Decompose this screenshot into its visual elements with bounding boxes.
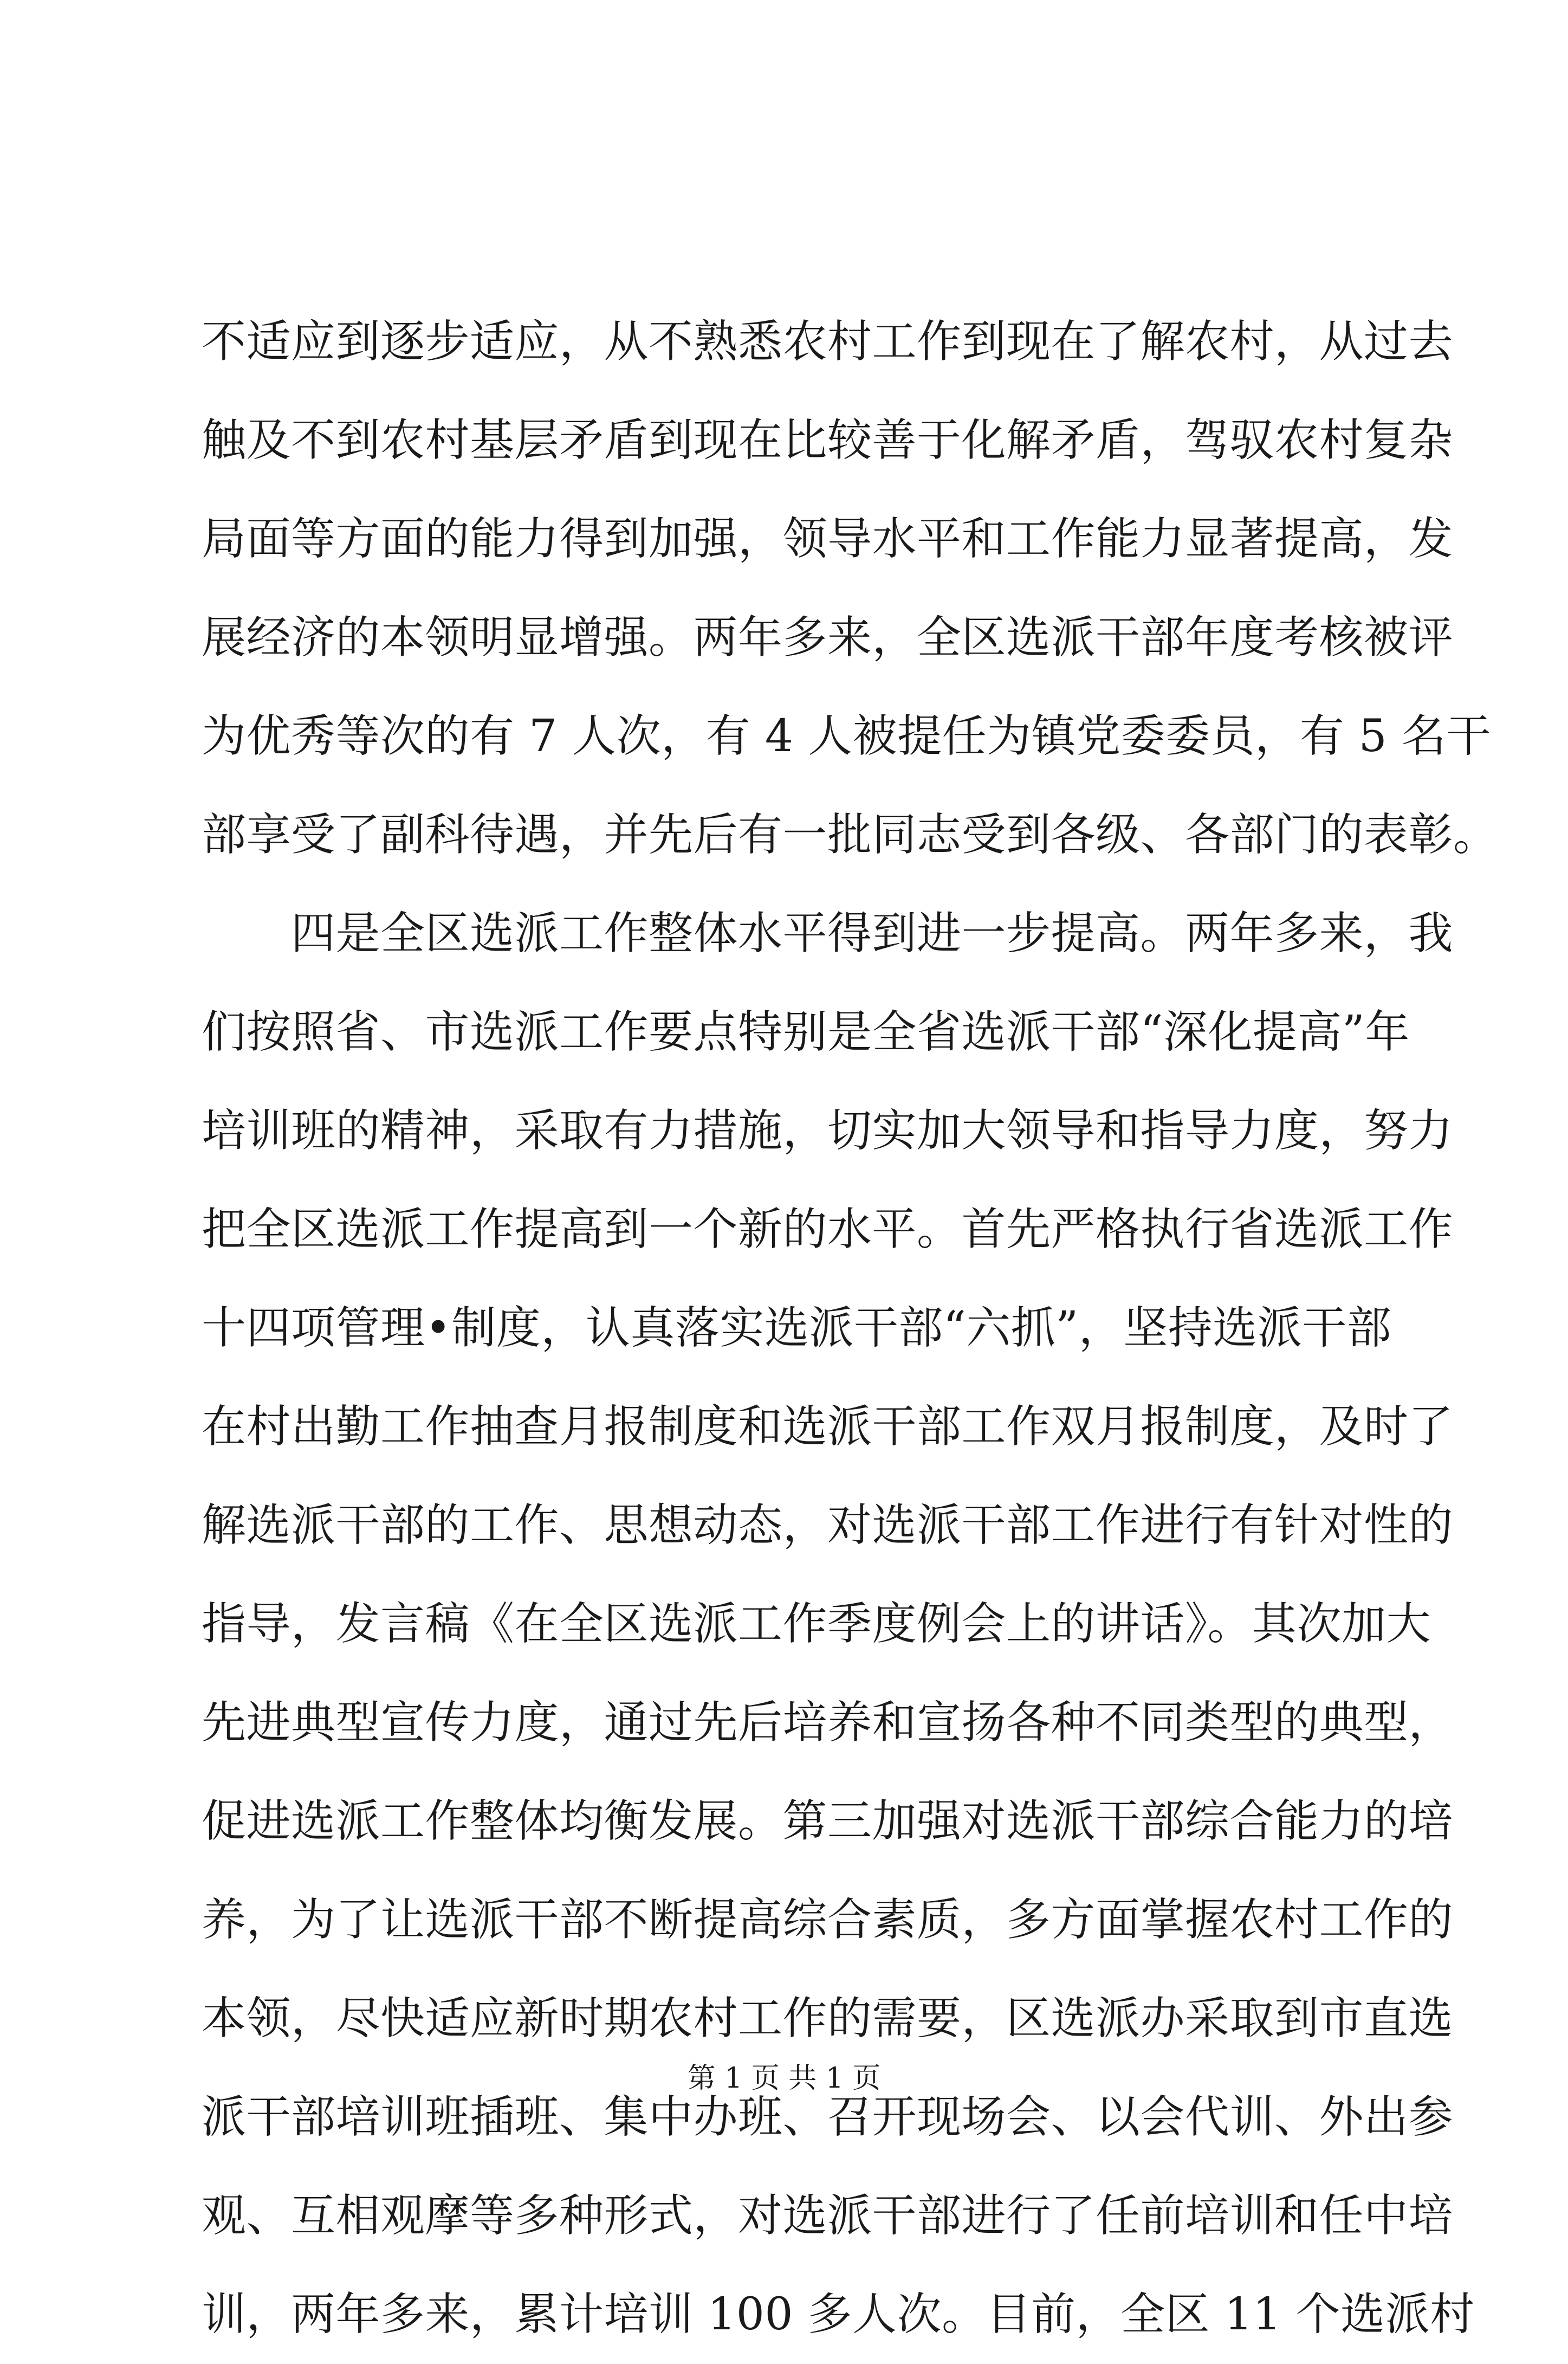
text-line-12: 在村出勤工作抽查月报制度和选派干部工作双月报制度，及时了 — [202, 1401, 1454, 1452]
text-line-13: 解选派干部的工作、思想动态，对选派干部工作进行有针对性的 — [202, 1500, 1454, 1551]
text-line-14: 指导，发言稿《在全区选派工作季度例会上的讲话》。其次加大 — [202, 1598, 1431, 1650]
text-line-20: 观、互相观摩等多种形式，对选派干部进行了任前培训和任中培 — [202, 2190, 1454, 2242]
text-line-6: 部享受了副科待遇，并先后有一批同志受到各级、各部门的表彰。 — [202, 809, 1498, 861]
text-line-9: 培训班的精神，采取有力措施，切实加大领导和指导力度，努力 — [202, 1105, 1454, 1157]
text-line-3: 局面等方面的能力得到加强，领导水平和工作能力显著提高，发 — [202, 513, 1454, 565]
text-line-16: 促进选派工作整体均衡发展。第三加强对选派干部综合能力的培 — [202, 1795, 1454, 1847]
text-line-1: 不适应到逐步适应，从不熟悉农村工作到现在了解农村，从过去 — [202, 316, 1454, 367]
page-footer: 第 1 页 共 1 页 — [687, 2062, 881, 2095]
text-line-8: 们按照省、市选派工作要点特别是全省选派干部“深化提高”年 — [202, 1006, 1410, 1058]
text-line-2: 触及不到农村基层矛盾到现在比较善于化解矛盾，驾驭农村复杂 — [202, 415, 1454, 466]
text-line-21: 训，两年多来，累计培训 100 多人次。目前，全区 11 个选派村 — [202, 2289, 1475, 2340]
text-line-5: 为优秀等次的有 7 人次，有 4 人被提任为镇党委委员，有 5 名干 — [202, 711, 1491, 762]
text-line-17: 养，为了让选派干部不断提高综合素质，多方面掌握农村工作的 — [202, 1894, 1454, 1946]
text-line-7: 四是全区选派工作整体水平得到进一步提高。两年多来，我 — [202, 908, 1454, 959]
text-line-11: 十四项管理•制度，认真落实选派干部“六抓”，坚持选派干部 — [202, 1302, 1392, 1354]
body-text — [202, 293, 1498, 2364]
text-line-10: 把全区选派工作提高到一个新的水平。首先严格执行省选派工作 — [202, 1204, 1454, 1255]
text-line-18: 本领，尽快适应新时期农村工作的需要，区选派办采取到市直选 — [202, 1993, 1454, 2044]
text-line-19: 派干部培训班插班、集中办班、召开现场会、以会代训、外出参 — [202, 2091, 1454, 2143]
text-line-15: 先进典型宣传力度，通过先后培养和宣扬各种不同类型的典型， — [202, 1697, 1454, 1748]
text-line-4: 展经济的本领明显增强。两年多来，全区选派干部年度考核被评 — [202, 612, 1454, 663]
